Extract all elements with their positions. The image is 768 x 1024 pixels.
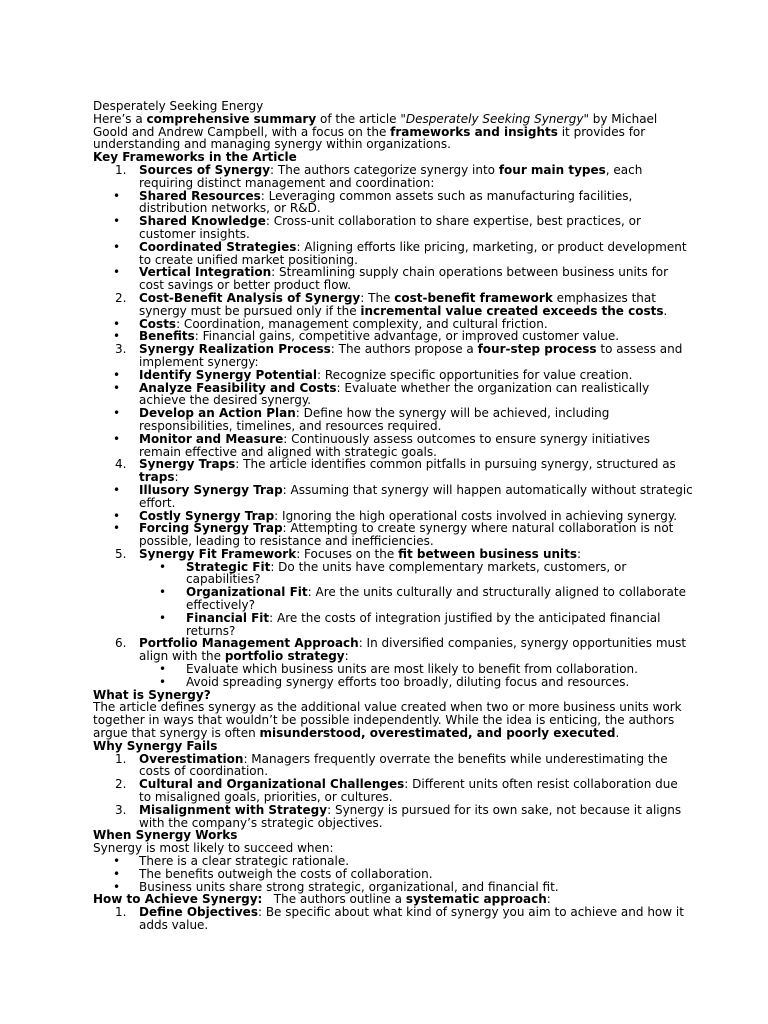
item-bold: Synergy Fit Framework xyxy=(139,546,297,561)
item-text: : The authors propose a xyxy=(330,342,478,357)
bullet-icon: • xyxy=(113,854,121,869)
item-text: Evaluate which business units are most likely to benefit from collaboration. xyxy=(186,662,638,677)
intro-paragraph xyxy=(93,113,693,151)
list-number: 4. xyxy=(115,457,127,472)
paragraph-text: . xyxy=(615,726,620,741)
item-bold: Vertical Integration xyxy=(139,265,272,280)
item-text: : Attempting to create synergy where natural collaboration is not possible, leading to resistance and inefficiencies. xyxy=(139,521,674,549)
list-item xyxy=(93,382,693,408)
list-item xyxy=(93,407,693,433)
bullet-icon: • xyxy=(113,380,121,395)
item-text: emphasizes that synergy must be pursued only if the xyxy=(139,290,656,318)
bullet-icon: • xyxy=(113,329,121,344)
bullet-icon: • xyxy=(159,585,167,600)
item-text: : Financial gains, competitive advantage, or improved customer value. xyxy=(194,329,620,344)
list-item xyxy=(93,881,693,894)
item-bold: Coordinated Strategies xyxy=(139,239,297,254)
intro-bold: frameworks and insights xyxy=(390,124,558,139)
list-item xyxy=(93,522,693,548)
document-title: Desperately Seeking Energy xyxy=(93,99,264,113)
list-item xyxy=(93,561,693,587)
item-text: : The authors categorize synergy into xyxy=(270,162,499,177)
item-bold: incremental value created exceeds the costs xyxy=(360,303,664,318)
intro-text: it provides for understanding and managing synergy within organizations. xyxy=(93,124,646,152)
heading-text: Key Frameworks in the Article xyxy=(93,150,297,165)
list-number: 3. xyxy=(115,342,127,357)
item-text: : In diversified companies, synergy opportunities must align with the xyxy=(139,636,687,664)
item-text: : Define how the synergy will be achieved, including responsibilities, timelines, and resources required. xyxy=(139,406,610,433)
heading-text: What is Synergy? xyxy=(93,687,211,702)
bullet-icon: • xyxy=(113,316,121,331)
list-item xyxy=(93,343,693,369)
item-text: . xyxy=(663,303,668,318)
item-text: : xyxy=(344,649,349,664)
item-text: : Leveraging common assets such as manufacturing facilities, distribution networks, or R&D. xyxy=(139,188,633,216)
item-bold: Strategic Fit xyxy=(186,559,271,574)
heading-text: When Synergy Works xyxy=(93,828,238,843)
list-item xyxy=(93,458,693,484)
intro-bold: comprehensive summary xyxy=(146,111,317,126)
list-number: 6. xyxy=(115,636,127,651)
item-bold: Shared Knowledge xyxy=(139,214,266,229)
item-text: : Streamlining supply chain operations between business units for cost savings or better product flow. xyxy=(139,265,669,293)
bullet-icon: • xyxy=(113,265,121,280)
bullet-icon: • xyxy=(113,367,121,382)
item-bold: Shared Resources xyxy=(139,188,261,203)
document-body xyxy=(93,100,693,932)
list-item xyxy=(93,804,693,830)
list-item xyxy=(93,164,693,190)
item-bold: Develop an Action Plan xyxy=(139,406,296,421)
works-list xyxy=(93,855,693,893)
item-bold: portfolio strategy xyxy=(224,649,345,664)
item-bold: Cultural and Organizational Challenges xyxy=(139,777,405,792)
item-bold: Define Objectives xyxy=(139,905,258,920)
list-number: 2. xyxy=(115,290,127,305)
list-number: 1. xyxy=(115,162,127,177)
intro-text: of the article " xyxy=(316,111,406,126)
bullet-icon: • xyxy=(159,674,167,689)
frameworks-list xyxy=(93,164,693,689)
bullet-icon: • xyxy=(113,239,121,254)
list-item xyxy=(93,906,693,932)
item-text: : Are the costs of integration justified by the anticipated financial returns? xyxy=(186,610,661,638)
paragraph-bold: systematic approach xyxy=(405,892,547,907)
list-item xyxy=(93,215,693,241)
bullet-icon: • xyxy=(113,482,121,497)
item-bold: Identify Synergy Potential xyxy=(139,367,317,382)
item-text: : Cross-unit collaboration to share expertise, best practices, or customer insights. xyxy=(139,214,641,241)
item-bold: Synergy Realization Process xyxy=(139,342,331,357)
item-bold: Misalignment with Strategy xyxy=(139,802,328,817)
bullet-icon: • xyxy=(113,214,121,229)
item-bold: Analyze Feasibility and Costs xyxy=(139,380,337,395)
item-text: : Continuously assess outcomes to ensure synergy initiatives remain effective and aligned with strategic goals. xyxy=(139,431,651,459)
list-item xyxy=(93,190,693,216)
item-bold: Financial Fit xyxy=(186,610,270,625)
list-number: 1. xyxy=(115,905,127,920)
item-bold: Portfolio Management Approach xyxy=(139,636,359,651)
list-item xyxy=(93,753,693,779)
what-paragraph xyxy=(93,701,693,739)
item-text: : Be specific about what kind of synergy you aim to achieve and how it adds value. xyxy=(139,905,684,932)
list-item xyxy=(93,637,693,663)
heading-text: How to Achieve Synergy: xyxy=(93,892,263,907)
item-bold: Sources of Synergy xyxy=(139,162,271,177)
heading-text: Why Synergy Fails xyxy=(93,738,218,753)
item-text: : Aligning efforts like pricing, marketing, or product development to create unified market positioning. xyxy=(139,239,687,267)
item-text: : Recognize specific opportunities for value creation. xyxy=(316,367,633,382)
list-item xyxy=(93,676,693,689)
paragraph-text: The article defines synergy as the additional value created when two or more business units work together in ways that wouldn’t be possible independently. While the idea is enticing, the authors argue that synergy is often xyxy=(93,700,682,741)
bullet-icon: • xyxy=(113,866,121,881)
list-item xyxy=(93,484,693,510)
achieve-list xyxy=(93,906,693,932)
item-bold: four main types xyxy=(498,162,606,177)
item-bold: Synergy Traps xyxy=(139,457,236,472)
item-text: : Evaluate whether the organization can realistically achieve the desired synergy. xyxy=(139,380,650,408)
item-text: : The xyxy=(360,290,395,305)
bullet-icon: • xyxy=(113,406,121,421)
item-text: : Do the units have complementary markets, customers, or capabilities? xyxy=(186,559,627,587)
bullet-icon: • xyxy=(113,521,121,536)
item-text: : Focuses on the xyxy=(296,546,399,561)
item-bold: fit between business units xyxy=(398,546,578,561)
bullet-icon: • xyxy=(113,879,121,894)
intro-text: " by Michael Goold and Andrew Campbell, with a focus on the xyxy=(93,111,658,139)
list-number: 3. xyxy=(115,802,127,817)
item-bold: Overestimation xyxy=(139,751,244,766)
list-item xyxy=(93,266,693,292)
bullet-icon: • xyxy=(159,610,167,625)
paragraph-text: : xyxy=(546,892,551,907)
bullet-icon: • xyxy=(113,431,121,446)
item-text: : Synergy is pursued for its own sake, not because it aligns with the company’s strategic objectives. xyxy=(139,802,682,830)
list-item xyxy=(93,586,693,612)
item-bold: Monitor and Measure xyxy=(139,431,284,446)
item-text: : xyxy=(577,546,582,561)
item-text: to assess and implement synergy: xyxy=(139,342,683,369)
works-intro: Synergy is most likely to succeed when: xyxy=(93,841,334,856)
item-text: : Coordination, management complexity, and cultural friction. xyxy=(176,316,548,331)
paragraph-bold: misunderstood, overestimated, and poorly executed xyxy=(259,726,616,741)
item-bold: Forcing Synergy Trap xyxy=(139,521,283,536)
bullet-icon: • xyxy=(113,508,121,523)
item-text: : The article identifies common pitfalls in pursuing synergy, structured as xyxy=(235,457,676,472)
item-bold: four-step process xyxy=(477,342,597,357)
item-text: , each requiring distinct management and coordination: xyxy=(139,162,643,190)
item-text: : Different units often resist collaboration due to misaligned goals, priorities, or cultures. xyxy=(139,777,678,805)
list-item xyxy=(93,612,693,638)
list-item xyxy=(93,241,693,267)
item-bold: Illusory Synergy Trap xyxy=(139,482,283,497)
item-bold: Costly Synergy Trap xyxy=(139,508,275,523)
list-number: 5. xyxy=(115,546,127,561)
item-text: : Are the units culturally and structurally aligned to collaborate effectively? xyxy=(186,585,686,613)
item-bold: Costs xyxy=(139,316,177,331)
item-text: : xyxy=(174,470,179,485)
item-bold: Cost-Benefit Analysis of Synergy xyxy=(139,290,361,305)
item-text: : Assuming that synergy will happen automatically without strategic effort. xyxy=(139,482,693,510)
item-text: Business units share strong strategic, organizational, and financial fit. xyxy=(139,879,559,894)
item-text: The benefits outweigh the costs of collaboration. xyxy=(139,866,433,881)
bullet-icon: • xyxy=(159,559,167,574)
item-bold: Benefits xyxy=(139,329,195,344)
list-item xyxy=(93,433,693,459)
paragraph-text: The authors outline a xyxy=(273,892,406,907)
intro-article-title: Desperately Seeking Synergy xyxy=(405,111,584,126)
list-number: 1. xyxy=(115,751,127,766)
list-item xyxy=(93,778,693,804)
item-text: : Ignoring the high operational costs involved in achieving synergy. xyxy=(274,508,678,523)
intro-text: Here’s a xyxy=(93,111,147,126)
item-text: There is a clear strategic rationale. xyxy=(139,854,350,869)
bullet-icon: • xyxy=(113,188,121,203)
fails-list xyxy=(93,753,693,830)
item-text: Avoid spreading synergy efforts too broadly, diluting focus and resources. xyxy=(186,674,630,689)
item-bold: cost-benefit framework xyxy=(394,290,553,305)
bullet-icon: • xyxy=(159,662,167,677)
list-number: 2. xyxy=(115,777,127,792)
item-text: : Managers frequently overrate the benefits while underestimating the costs of coordination. xyxy=(139,751,668,779)
list-item xyxy=(93,292,693,318)
item-bold: Organizational Fit xyxy=(186,585,308,600)
item-bold: traps xyxy=(139,470,175,485)
